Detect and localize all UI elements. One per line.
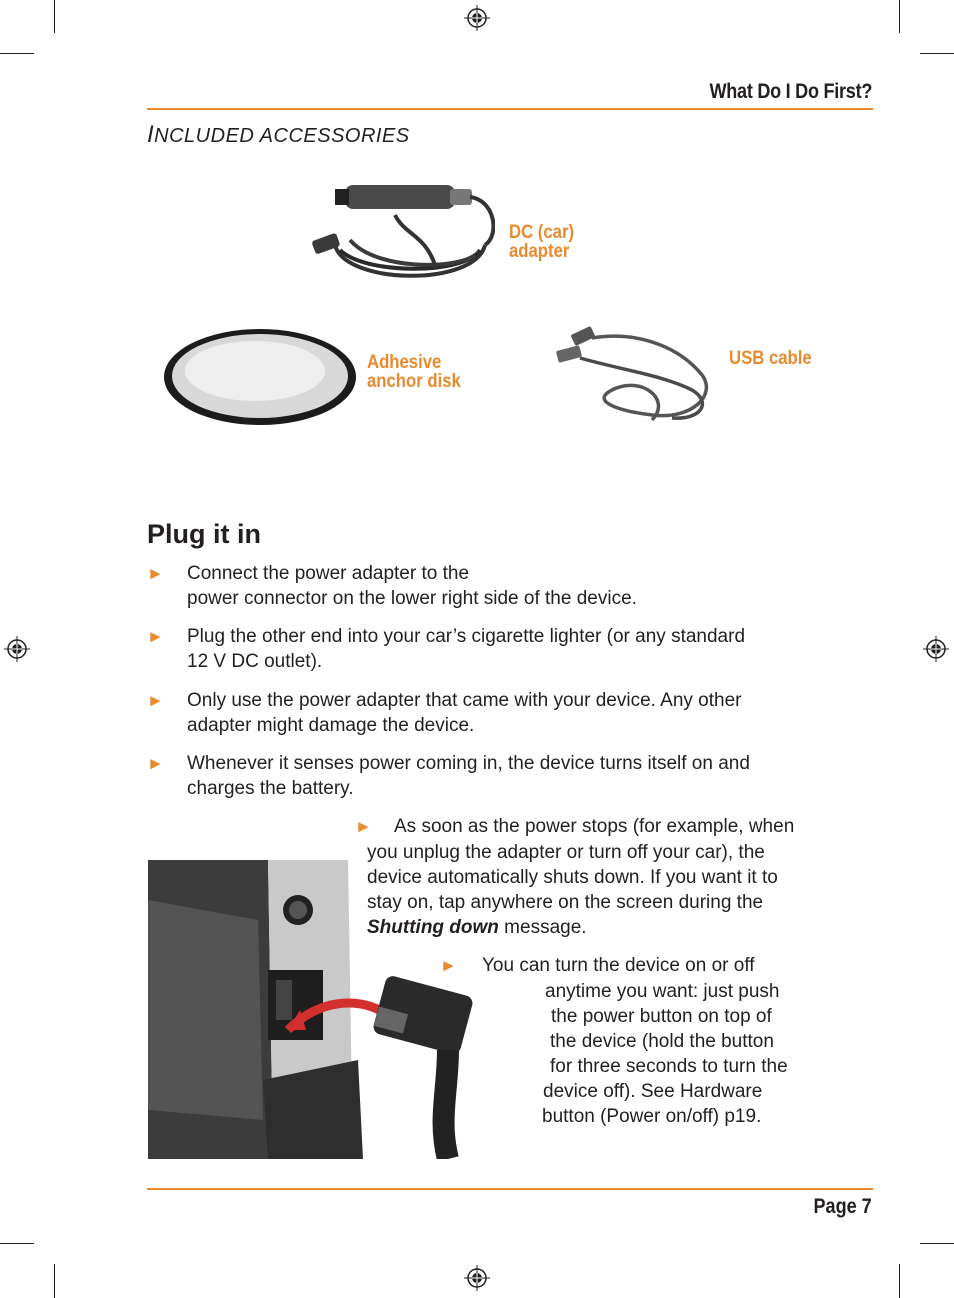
usb-cable-label: USB cable [729, 348, 812, 369]
registration-mark-bottom-icon [464, 1265, 490, 1291]
header-title: What Do I Do First? [709, 80, 872, 103]
section-title: INCLUDED ACCESSORIES [147, 121, 410, 148]
arrow-bullet-icon: ► [147, 627, 164, 646]
registration-mark-top-icon [464, 5, 490, 31]
dc-adapter-label: DC (car) adapter [509, 222, 575, 262]
anchor-disk-image [160, 326, 360, 428]
shutting-down-term: Shutting down [367, 917, 499, 938]
usb-cable-image [552, 320, 717, 425]
arrow-bullet-icon: ► [147, 691, 164, 710]
header-rule [147, 108, 873, 110]
registration-mark-left-icon [4, 636, 30, 662]
footer-rule [147, 1188, 873, 1190]
arrow-bullet-icon: ► [147, 754, 164, 773]
page-number: Page 7 [813, 1195, 872, 1218]
plug-it-in-heading: Plug it in [147, 519, 261, 549]
dc-car-adapter-image [305, 175, 495, 290]
arrow-bullet-icon: ► [440, 956, 457, 975]
registration-mark-right-icon [923, 636, 949, 662]
arrow-bullet-icon: ► [147, 564, 164, 583]
anchor-disk-label: Adhesive anchor disk [367, 352, 461, 392]
arrow-bullet-icon: ► [355, 817, 372, 836]
